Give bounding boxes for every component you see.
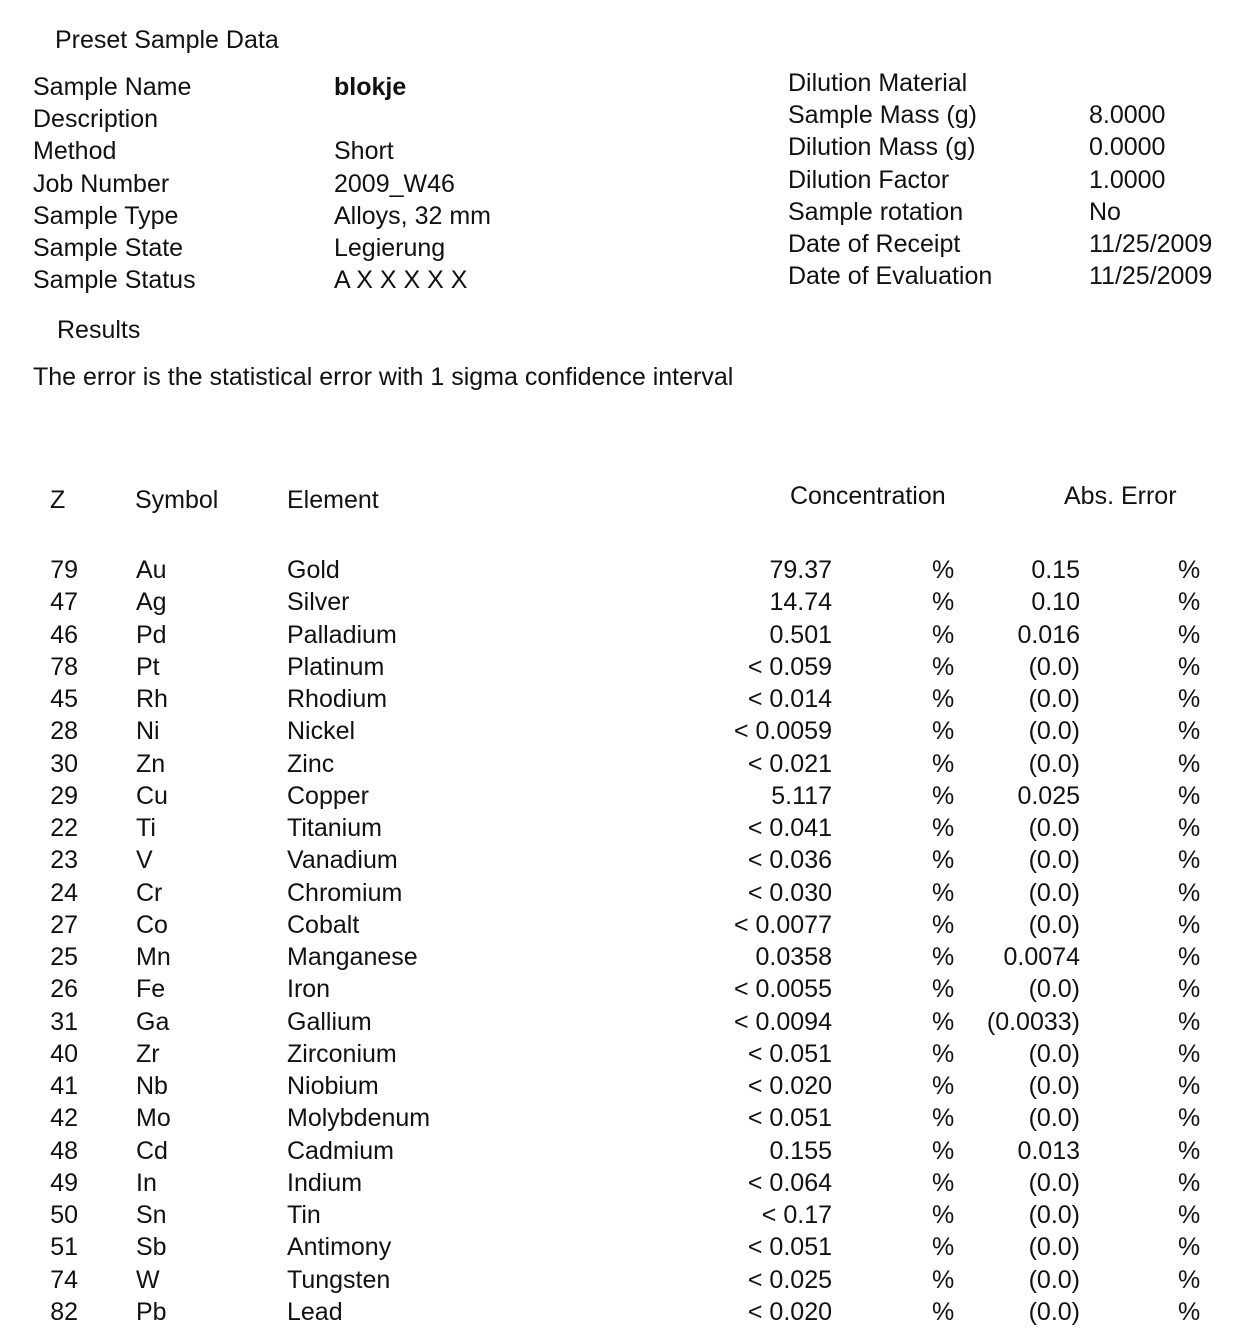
cell-concentration-unit: % [932, 620, 955, 649]
cell-element: Manganese [287, 943, 418, 971]
meta-label: Sample Status [33, 266, 196, 295]
meta-value: 2009_W46 [334, 169, 455, 198]
table-row [0, 1265, 1248, 1297]
cell-abs-error-unit: % [1178, 1007, 1201, 1036]
cell-element: Lead [287, 1297, 343, 1326]
results-title: Results [57, 316, 141, 344]
meta-label: Description [33, 105, 159, 134]
table-row [0, 813, 1248, 845]
header-concentration: Concentration [790, 482, 946, 510]
cell-element: Tungsten [287, 1265, 391, 1294]
cell-concentration: < 0.0059 [733, 717, 832, 746]
table-row [0, 620, 1248, 652]
cell-abs-error: (0.0) [1028, 1201, 1080, 1229]
cell-abs-error: (0.0) [1028, 1168, 1080, 1197]
cell-concentration-unit: % [932, 749, 955, 778]
meta-label: Job Number [33, 169, 170, 198]
cell-symbol: W [136, 1265, 160, 1294]
cell-z: 29 [50, 781, 78, 810]
meta-label: Sample Mass (g) [788, 101, 977, 130]
results-table-body [0, 555, 1248, 1329]
cell-symbol: Ti [136, 814, 156, 842]
meta-value: Short [334, 137, 394, 166]
cell-abs-error: 0.0074 [1003, 943, 1080, 971]
cell-abs-error-unit: % [1178, 814, 1201, 842]
cell-abs-error-unit: % [1178, 975, 1201, 1004]
cell-symbol: V [136, 846, 153, 875]
cell-element: Tin [287, 1201, 321, 1229]
cell-abs-error-unit: % [1178, 717, 1201, 746]
cell-abs-error: 0.15 [1031, 556, 1080, 584]
cell-abs-error: (0.0) [1028, 652, 1080, 681]
cell-symbol: Cu [136, 781, 168, 810]
table-row [0, 749, 1248, 781]
cell-z: 42 [50, 1104, 78, 1133]
table-row [0, 1297, 1248, 1329]
cell-abs-error-unit: % [1178, 1297, 1201, 1326]
cell-z: 49 [50, 1168, 78, 1197]
cell-element: Vanadium [287, 846, 398, 875]
cell-element: Platinum [287, 652, 385, 681]
cell-abs-error: (0.0) [1028, 814, 1080, 842]
cell-z: 40 [50, 1039, 78, 1068]
cell-z: 46 [50, 620, 78, 649]
cell-concentration-unit: % [932, 910, 955, 939]
table-row [0, 1039, 1248, 1071]
cell-concentration: 0.501 [769, 620, 832, 649]
meta-label: Dilution Material [788, 69, 968, 97]
cell-symbol: Co [136, 910, 168, 939]
cell-element: Indium [287, 1168, 363, 1197]
cell-abs-error-unit: % [1178, 1072, 1201, 1100]
meta-value: 11/25/2009 [1089, 262, 1213, 291]
cell-z: 26 [50, 975, 78, 1004]
cell-concentration: < 0.051 [747, 1233, 832, 1262]
cell-element: Zirconium [287, 1039, 397, 1068]
cell-element: Cobalt [287, 910, 360, 939]
cell-concentration-unit: % [932, 878, 955, 907]
cell-abs-error: (0.0) [1028, 878, 1080, 907]
table-row [0, 1007, 1248, 1039]
cell-symbol: Fe [136, 975, 166, 1004]
cell-z: 82 [50, 1297, 78, 1326]
cell-concentration-unit: % [932, 814, 955, 842]
cell-symbol: Cr [136, 878, 163, 907]
cell-z: 23 [50, 846, 78, 875]
table-row [0, 845, 1248, 877]
cell-z: 27 [50, 910, 78, 939]
cell-concentration: < 0.0077 [733, 910, 832, 939]
header-element: Element [287, 486, 379, 514]
cell-concentration-unit: % [932, 1168, 955, 1197]
cell-concentration: 14.74 [769, 588, 832, 617]
table-row [0, 878, 1248, 910]
table-row [0, 652, 1248, 684]
meta-label: Sample Name [33, 73, 192, 101]
cell-element: Antimony [287, 1233, 392, 1262]
cell-abs-error: (0.0) [1028, 846, 1080, 875]
cell-symbol: Ag [136, 588, 167, 617]
cell-abs-error-unit: % [1178, 943, 1201, 971]
table-row [0, 1071, 1248, 1103]
cell-symbol: Rh [136, 685, 168, 713]
cell-concentration: < 0.041 [747, 814, 832, 842]
meta-value: 11/25/2009 [1089, 229, 1213, 258]
cell-z: 78 [50, 652, 78, 681]
cell-abs-error-unit: % [1178, 588, 1201, 617]
header-z: Z [50, 486, 66, 514]
meta-value: 1.0000 [1089, 165, 1166, 194]
table-row [0, 781, 1248, 813]
cell-concentration: < 0.0094 [733, 1007, 832, 1036]
cell-abs-error-unit: % [1178, 1039, 1201, 1068]
cell-element: Nickel [287, 717, 356, 746]
cell-concentration-unit: % [932, 717, 955, 746]
cell-abs-error-unit: % [1178, 878, 1201, 907]
cell-concentration-unit: % [932, 1007, 955, 1036]
cell-concentration-unit: % [932, 1072, 955, 1100]
table-row [0, 1136, 1248, 1168]
cell-abs-error-unit: % [1178, 685, 1201, 713]
cell-concentration: < 0.059 [747, 652, 832, 681]
cell-abs-error: (0.0) [1028, 1072, 1080, 1100]
cell-z: 41 [50, 1072, 78, 1100]
cell-abs-error: (0.0) [1028, 685, 1080, 713]
cell-symbol: Pb [136, 1297, 167, 1326]
cell-element: Chromium [287, 878, 403, 907]
table-row [0, 555, 1248, 587]
cell-abs-error: (0.0033) [986, 1007, 1080, 1036]
cell-concentration: < 0.064 [747, 1168, 832, 1197]
cell-abs-error: (0.0) [1028, 1104, 1080, 1133]
cell-abs-error-unit: % [1178, 1201, 1201, 1229]
table-row [0, 716, 1248, 748]
cell-symbol: Mo [136, 1104, 171, 1133]
table-row [0, 1232, 1248, 1264]
meta-label: Sample rotation [788, 197, 964, 226]
table-row [0, 974, 1248, 1006]
cell-z: 31 [50, 1007, 78, 1036]
cell-abs-error-unit: % [1178, 846, 1201, 875]
cell-abs-error-unit: % [1178, 781, 1201, 810]
cell-concentration-unit: % [932, 556, 955, 584]
cell-abs-error: 0.025 [1017, 781, 1080, 810]
cell-concentration-unit: % [932, 1297, 955, 1326]
cell-abs-error-unit: % [1178, 1104, 1201, 1133]
cell-abs-error: 0.10 [1031, 588, 1080, 617]
cell-element: Gold [287, 556, 340, 584]
cell-symbol: Zr [136, 1039, 160, 1068]
cell-concentration: < 0.014 [747, 685, 832, 713]
header-abs-error: Abs. Error [1064, 482, 1177, 510]
cell-abs-error: (0.0) [1028, 749, 1080, 778]
cell-element: Niobium [287, 1072, 379, 1100]
cell-concentration: < 0.025 [747, 1265, 832, 1294]
cell-z: 50 [50, 1201, 78, 1229]
table-row [0, 1200, 1248, 1232]
cell-z: 47 [50, 588, 78, 617]
cell-abs-error: (0.0) [1028, 1039, 1080, 1068]
cell-concentration-unit: % [932, 652, 955, 681]
cell-concentration-unit: % [932, 943, 955, 971]
cell-concentration: < 0.036 [747, 846, 832, 875]
preset-title: Preset Sample Data [55, 26, 279, 54]
meta-value: Alloys, 32 mm [334, 201, 491, 230]
error-note: The error is the statistical error with 1 sigma confidence interval [33, 363, 734, 391]
meta-value: No [1089, 197, 1121, 226]
cell-concentration-unit: % [932, 781, 955, 810]
table-row [0, 910, 1248, 942]
cell-concentration-unit: % [932, 1201, 955, 1229]
cell-concentration: 79.37 [769, 556, 832, 584]
table-row [0, 1168, 1248, 1200]
cell-abs-error: (0.0) [1028, 1233, 1080, 1262]
cell-concentration-unit: % [932, 975, 955, 1004]
cell-concentration: < 0.0055 [733, 975, 832, 1004]
cell-z: 28 [50, 717, 78, 746]
cell-element: Copper [287, 781, 369, 810]
cell-concentration: 0.155 [769, 1136, 832, 1165]
cell-concentration-unit: % [932, 1136, 955, 1165]
cell-concentration-unit: % [932, 1104, 955, 1133]
cell-abs-error: (0.0) [1028, 717, 1080, 746]
cell-symbol: Sb [136, 1233, 167, 1262]
cell-concentration: < 0.020 [747, 1072, 832, 1100]
cell-abs-error-unit: % [1178, 1136, 1201, 1165]
table-row [0, 942, 1248, 974]
cell-abs-error-unit: % [1178, 910, 1201, 939]
cell-symbol: Ga [136, 1007, 170, 1036]
cell-symbol: Nb [136, 1072, 168, 1100]
cell-z: 48 [50, 1136, 78, 1165]
cell-symbol: Cd [136, 1136, 168, 1165]
cell-z: 74 [50, 1265, 78, 1294]
cell-symbol: Au [136, 556, 167, 584]
cell-z: 51 [50, 1233, 78, 1262]
cell-symbol: Zn [136, 749, 166, 778]
cell-z: 25 [50, 943, 78, 971]
cell-concentration: < 0.020 [747, 1297, 832, 1326]
table-header [0, 482, 1248, 520]
cell-symbol: Pt [136, 652, 160, 681]
meta-label: Sample Type [33, 201, 179, 230]
cell-abs-error: (0.0) [1028, 1265, 1080, 1294]
cell-abs-error-unit: % [1178, 1233, 1201, 1262]
meta-label: Method [33, 137, 117, 166]
cell-concentration-unit: % [932, 685, 955, 713]
cell-z: 24 [50, 878, 78, 907]
cell-concentration-unit: % [932, 588, 955, 617]
cell-abs-error-unit: % [1178, 1265, 1201, 1294]
cell-element: Iron [287, 975, 331, 1004]
cell-concentration: < 0.030 [747, 878, 832, 907]
table-row [0, 684, 1248, 716]
cell-abs-error: (0.0) [1028, 910, 1080, 939]
cell-z: 45 [50, 685, 78, 713]
cell-concentration: 0.0358 [755, 943, 832, 971]
meta-value: A X X X X X [334, 266, 468, 295]
cell-abs-error-unit: % [1178, 652, 1201, 681]
meta-label: Dilution Mass (g) [788, 133, 976, 162]
cell-symbol: Sn [136, 1201, 167, 1229]
meta-value: Legierung [334, 233, 446, 262]
cell-element: Cadmium [287, 1136, 394, 1165]
meta-label: Date of Receipt [788, 229, 961, 258]
cell-concentration: < 0.051 [747, 1039, 832, 1068]
cell-concentration: < 0.051 [747, 1104, 832, 1133]
cell-abs-error-unit: % [1178, 749, 1201, 778]
cell-z: 22 [50, 814, 78, 842]
cell-concentration-unit: % [932, 1265, 955, 1294]
cell-abs-error-unit: % [1178, 556, 1201, 584]
cell-symbol: Pd [136, 620, 167, 649]
cell-element: Rhodium [287, 685, 388, 713]
cell-concentration-unit: % [932, 846, 955, 875]
cell-element: Titanium [287, 814, 382, 842]
cell-element: Palladium [287, 620, 397, 649]
cell-concentration: 5.117 [771, 781, 832, 810]
meta-value: 8.0000 [1089, 101, 1166, 130]
cell-abs-error: (0.0) [1028, 975, 1080, 1004]
cell-concentration: < 0.021 [747, 749, 832, 778]
table-row [0, 1103, 1248, 1135]
meta-label: Date of Evaluation [788, 262, 993, 291]
cell-abs-error: 0.016 [1017, 620, 1080, 649]
cell-element: Zinc [287, 749, 335, 778]
cell-z: 79 [50, 556, 78, 584]
cell-element: Molybdenum [287, 1104, 431, 1133]
cell-concentration-unit: % [932, 1233, 955, 1262]
header-symbol: Symbol [135, 486, 219, 514]
cell-symbol: Ni [136, 717, 160, 746]
meta-label: Dilution Factor [788, 165, 950, 194]
cell-element: Silver [287, 588, 350, 617]
meta-value: blokje [334, 73, 407, 101]
cell-symbol: In [136, 1168, 157, 1197]
cell-abs-error: 0.013 [1017, 1136, 1080, 1165]
meta-label: Sample State [33, 233, 184, 262]
cell-abs-error-unit: % [1178, 1168, 1201, 1197]
cell-concentration-unit: % [932, 1039, 955, 1068]
cell-symbol: Mn [136, 943, 171, 971]
table-row [0, 587, 1248, 619]
cell-z: 30 [50, 749, 78, 778]
meta-value: 0.0000 [1089, 133, 1166, 162]
cell-abs-error-unit: % [1178, 620, 1201, 649]
cell-concentration: < 0.17 [761, 1201, 832, 1229]
cell-element: Gallium [287, 1007, 372, 1036]
cell-abs-error: (0.0) [1028, 1297, 1080, 1326]
